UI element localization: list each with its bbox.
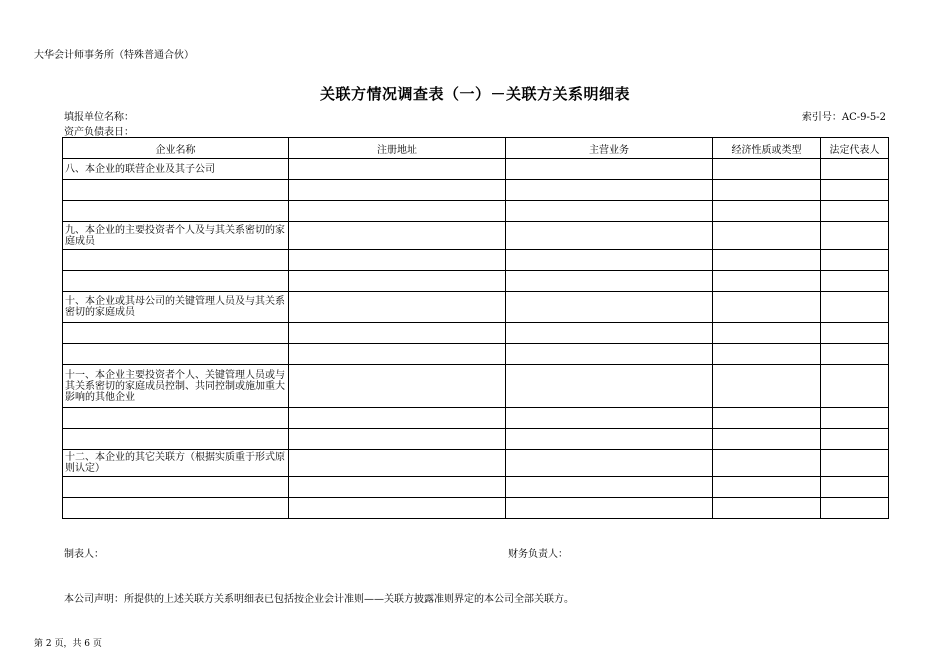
table-row xyxy=(63,323,889,344)
table-row xyxy=(63,201,889,222)
column-header: 法定代表人 xyxy=(821,138,889,159)
related-party-table xyxy=(62,137,889,519)
table-row xyxy=(63,429,889,450)
company-statement: 本公司声明：所提供的上述关联方关系明细表已包括按企业会计准则——关联方披露准则界定的本公司全部关联方。 xyxy=(64,594,574,605)
group-title[interactable]: 八、本企业的联营企业及其子公司 xyxy=(63,159,289,180)
column-header: 注册地址 xyxy=(289,138,506,159)
table-row xyxy=(63,365,889,408)
table-row xyxy=(63,222,889,250)
fill-unit-label: 填报单位名称： xyxy=(64,112,134,123)
column-header: 企业名称 xyxy=(63,138,289,159)
table-row xyxy=(63,450,889,477)
index-number: 索引号：AC-9-5-2 xyxy=(801,112,886,123)
table-row xyxy=(63,271,889,292)
preparer-label: 制表人： xyxy=(64,549,104,560)
table-header-row xyxy=(63,138,889,159)
page-title: 关联方情况调查表（一）－关联方关系明细表 xyxy=(319,85,630,103)
group-title[interactable]: 十、本企业或其母公司的关键管理人员及与其关系密切的家庭成员 xyxy=(63,292,289,323)
table-row xyxy=(63,250,889,271)
table-row xyxy=(63,498,889,519)
column-header: 经济性质或类型 xyxy=(713,138,821,159)
page-number: 第 2 页，共 6 页 xyxy=(34,639,102,649)
group-title[interactable]: 十一、本企业主要投资者个人、关键管理人员或与其关系密切的家庭成员控制、共同控制或施加重大影响的其他企业 xyxy=(63,365,289,408)
firm-name: 大华会计师事务所（特殊普通合伙） xyxy=(34,50,194,61)
table-row xyxy=(63,344,889,365)
table-row xyxy=(63,477,889,498)
balance-date-label: 资产负债表日： xyxy=(64,127,134,138)
finance-head-label: 财务负责人： xyxy=(508,549,568,560)
column-header: 主营业务 xyxy=(506,138,713,159)
table-row xyxy=(63,180,889,201)
group-title[interactable]: 九、本企业的主要投资者个人及与其关系密切的家庭成员 xyxy=(63,222,289,250)
table-row xyxy=(63,408,889,429)
group-title[interactable]: 十二、本企业的其它关联方（根据实质重于形式原则认定） xyxy=(63,450,289,477)
table-row xyxy=(63,292,889,323)
table-row xyxy=(63,159,889,180)
